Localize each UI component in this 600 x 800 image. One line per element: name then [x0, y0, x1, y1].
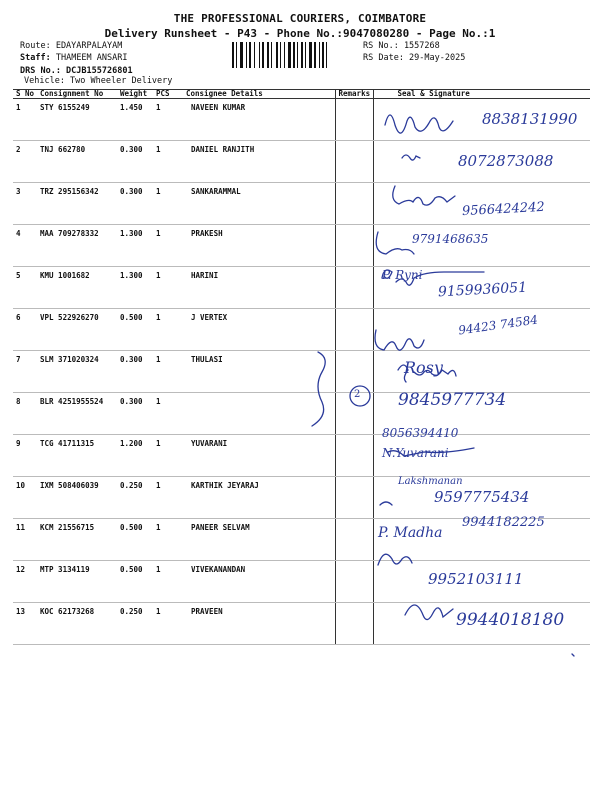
row-pcs: 1 — [153, 351, 183, 393]
row-sno: 12 — [13, 561, 37, 603]
row-weight: 0.250 — [117, 477, 153, 519]
row-sno: 7 — [13, 351, 37, 393]
phone-10: 9597775434 — [434, 488, 530, 506]
name-7: Rosy — [404, 358, 443, 377]
row-weight: 0.500 — [117, 519, 153, 561]
col-header-sno: S No — [13, 90, 37, 99]
row-consignment-no: TRZ 295156342 — [37, 183, 117, 225]
row-pcs: 1 — [153, 141, 183, 183]
row-weight: 1.450 — [117, 99, 153, 141]
row-pcs: 1 — [153, 309, 183, 351]
row-pcs: 1 — [153, 435, 183, 477]
rs-number: RS No.: 1557268 — [363, 41, 440, 51]
row-consignee: YUVARANI — [183, 435, 335, 477]
row-weight: 0.300 — [117, 141, 153, 183]
row-sno: 9 — [13, 435, 37, 477]
row-pcs: 1 — [153, 561, 183, 603]
row-weight: 0.500 — [117, 561, 153, 603]
col-header-weight: Weight — [117, 90, 153, 99]
table-row — [13, 435, 590, 477]
phone-6: 94423 74584 — [457, 312, 539, 338]
barcode-bar — [301, 42, 303, 68]
col-header-signature: Seal & Signature — [373, 90, 590, 99]
row-weight: 1.300 — [117, 267, 153, 309]
row-pcs: 1 — [153, 519, 183, 561]
row-sno: 10 — [13, 477, 37, 519]
company-title: THE PROFESSIONAL COURIERS, COIMBATORE — [173, 12, 427, 25]
phone-4: 9791468635 — [412, 232, 489, 246]
barcode-bar — [249, 42, 251, 68]
row-consignment-no: BLR 4251955524 — [37, 393, 117, 435]
row-pcs: 1 — [153, 393, 183, 435]
row-weight: 1.300 — [117, 225, 153, 267]
table-row — [13, 351, 590, 393]
row-remarks — [335, 267, 373, 309]
row-pcs: 1 — [153, 267, 183, 309]
row-consignee: THULASI — [183, 351, 335, 393]
row-weight: 0.300 — [117, 351, 153, 393]
row-sno: 11 — [13, 519, 37, 561]
table-row — [13, 225, 590, 267]
runsheet-title: Delivery Runsheet - P43 - Phone No.:9047080280 - Page No.:1 — [104, 27, 496, 40]
row-sno: 6 — [13, 309, 37, 351]
row-sno: 1 — [13, 99, 37, 141]
barcode-bar — [297, 42, 298, 68]
phone-1: 8838131990 — [482, 110, 578, 128]
row-sno: 13 — [13, 603, 37, 645]
barcode-bar — [271, 42, 272, 68]
phone-8: 8056394410 — [382, 426, 459, 440]
row-remarks — [335, 351, 373, 393]
name-11: P. Madha — [378, 525, 443, 541]
barcode-bar — [276, 42, 278, 68]
row-remarks — [335, 183, 373, 225]
barcode-bar — [236, 42, 237, 68]
row-consignment-no: VPL 522926270 — [37, 309, 117, 351]
phone-12: 9952103111 — [428, 570, 524, 588]
row-remarks — [335, 435, 373, 477]
staff-name: THAMEEM ANSARI — [55, 53, 128, 63]
barcode-bar — [232, 42, 234, 68]
table-header-row — [13, 90, 590, 99]
row-pcs: 1 — [153, 225, 183, 267]
row-weight: 0.300 — [117, 183, 153, 225]
row-weight: 0.500 — [117, 309, 153, 351]
route-label: Route: EDAYARPALAYAM — [20, 41, 123, 51]
barcode-bar — [267, 42, 269, 68]
margin-mark — [572, 654, 574, 656]
row-consignee: J VERTEX — [183, 309, 335, 351]
staff-label: Staff: — [20, 53, 51, 63]
barcode-bar — [288, 42, 291, 68]
barcode — [232, 42, 356, 68]
barcode-bar — [314, 42, 316, 68]
row-sno: 8 — [13, 393, 37, 435]
col-header-consignee: Consignee Details — [183, 90, 335, 99]
row-consignment-no: TNJ 662780 — [37, 141, 117, 183]
row-consignee: NAVEEN KUMAR — [183, 99, 335, 141]
row-consignment-no: SLM 371020324 — [37, 351, 117, 393]
row-remarks — [335, 603, 373, 645]
row-weight: 1.200 — [117, 435, 153, 477]
row-sno: 3 — [13, 183, 37, 225]
name-9: N.Yuvarani — [382, 446, 449, 460]
row-pcs: 1 — [153, 603, 183, 645]
row-remarks — [335, 225, 373, 267]
barcode-bar — [293, 42, 295, 68]
row-remarks — [335, 561, 373, 603]
barcode-bar — [326, 42, 327, 68]
phone-5: 9159936051 — [437, 279, 528, 301]
row-consignment-no: KOC 62173268 — [37, 603, 117, 645]
row-consignment-no: KCM 21556715 — [37, 519, 117, 561]
barcode-bar — [280, 42, 281, 68]
row-weight: 0.250 — [117, 603, 153, 645]
vehicle-label: Vehicle: Two Wheeler Delivery — [24, 76, 173, 86]
phone-2: 8072873088 — [458, 152, 554, 170]
row-consignee: PANEER SELVAM — [183, 519, 335, 561]
phone-13: 9944018180 — [456, 610, 565, 630]
row-pcs: 1 — [153, 477, 183, 519]
barcode-bar — [240, 42, 243, 68]
barcode-bar — [305, 42, 306, 68]
phone-3: 9566424242 — [461, 199, 546, 220]
row-consignment-no: STY 6155249 — [37, 99, 117, 141]
drs-number: DRS No.: DCJB155726801 — [20, 66, 133, 76]
barcode-bar — [246, 42, 247, 68]
staff-line — [20, 53, 128, 63]
row-consignee: VIVEKANANDAN — [183, 561, 335, 603]
row-remarks — [335, 141, 373, 183]
name-10: Lakshmanan — [398, 476, 463, 487]
row-consignment-no: MAA 709278332 — [37, 225, 117, 267]
row-consignment-no: MTP 3134119 — [37, 561, 117, 603]
row-weight: 0.300 — [117, 393, 153, 435]
runsheet-table — [13, 89, 590, 645]
barcode-bar — [259, 42, 260, 68]
phone-7: 9845977734 — [398, 390, 507, 410]
col-header-pcs: PCS — [153, 90, 183, 99]
row-consignee: PRAVEEN — [183, 603, 335, 645]
row-consignee: KARTHIK JEYARAJ — [183, 477, 335, 519]
row-remarks — [335, 99, 373, 141]
row-remarks — [335, 309, 373, 351]
row-consignee: PRAKESH — [183, 225, 335, 267]
row-remarks — [335, 519, 373, 561]
row-sno: 2 — [13, 141, 37, 183]
row-consignment-no: TCG 41711315 — [37, 435, 117, 477]
barcode-bar — [284, 42, 285, 68]
row-pcs: 1 — [153, 183, 183, 225]
row-consignee: DANIEL RANJITH — [183, 141, 335, 183]
remark-number: 2 — [354, 389, 361, 400]
row-consignment-no: KMU 1001682 — [37, 267, 117, 309]
row-consignment-no: IXM 508406039 — [37, 477, 117, 519]
row-sno: 5 — [13, 267, 37, 309]
barcode-bar — [254, 42, 255, 68]
name-5: P. Ryni — [382, 268, 423, 282]
col-header-consignment: Consignment No — [37, 90, 117, 99]
row-consignee: SANKARAMMAL — [183, 183, 335, 225]
phone-11: 9944182225 — [462, 515, 545, 530]
row-pcs: 1 — [153, 99, 183, 141]
row-consignee — [183, 393, 335, 435]
col-header-remarks: Remarks — [335, 90, 373, 99]
row-consignee: HARINI — [183, 267, 335, 309]
barcode-bar — [262, 42, 264, 68]
row-remarks — [335, 477, 373, 519]
rs-date: RS Date: 29-May-2025 — [363, 53, 466, 63]
barcode-bar — [309, 42, 312, 68]
row-sno: 4 — [13, 225, 37, 267]
barcode-bar — [319, 42, 320, 68]
barcode-bar — [322, 42, 324, 68]
